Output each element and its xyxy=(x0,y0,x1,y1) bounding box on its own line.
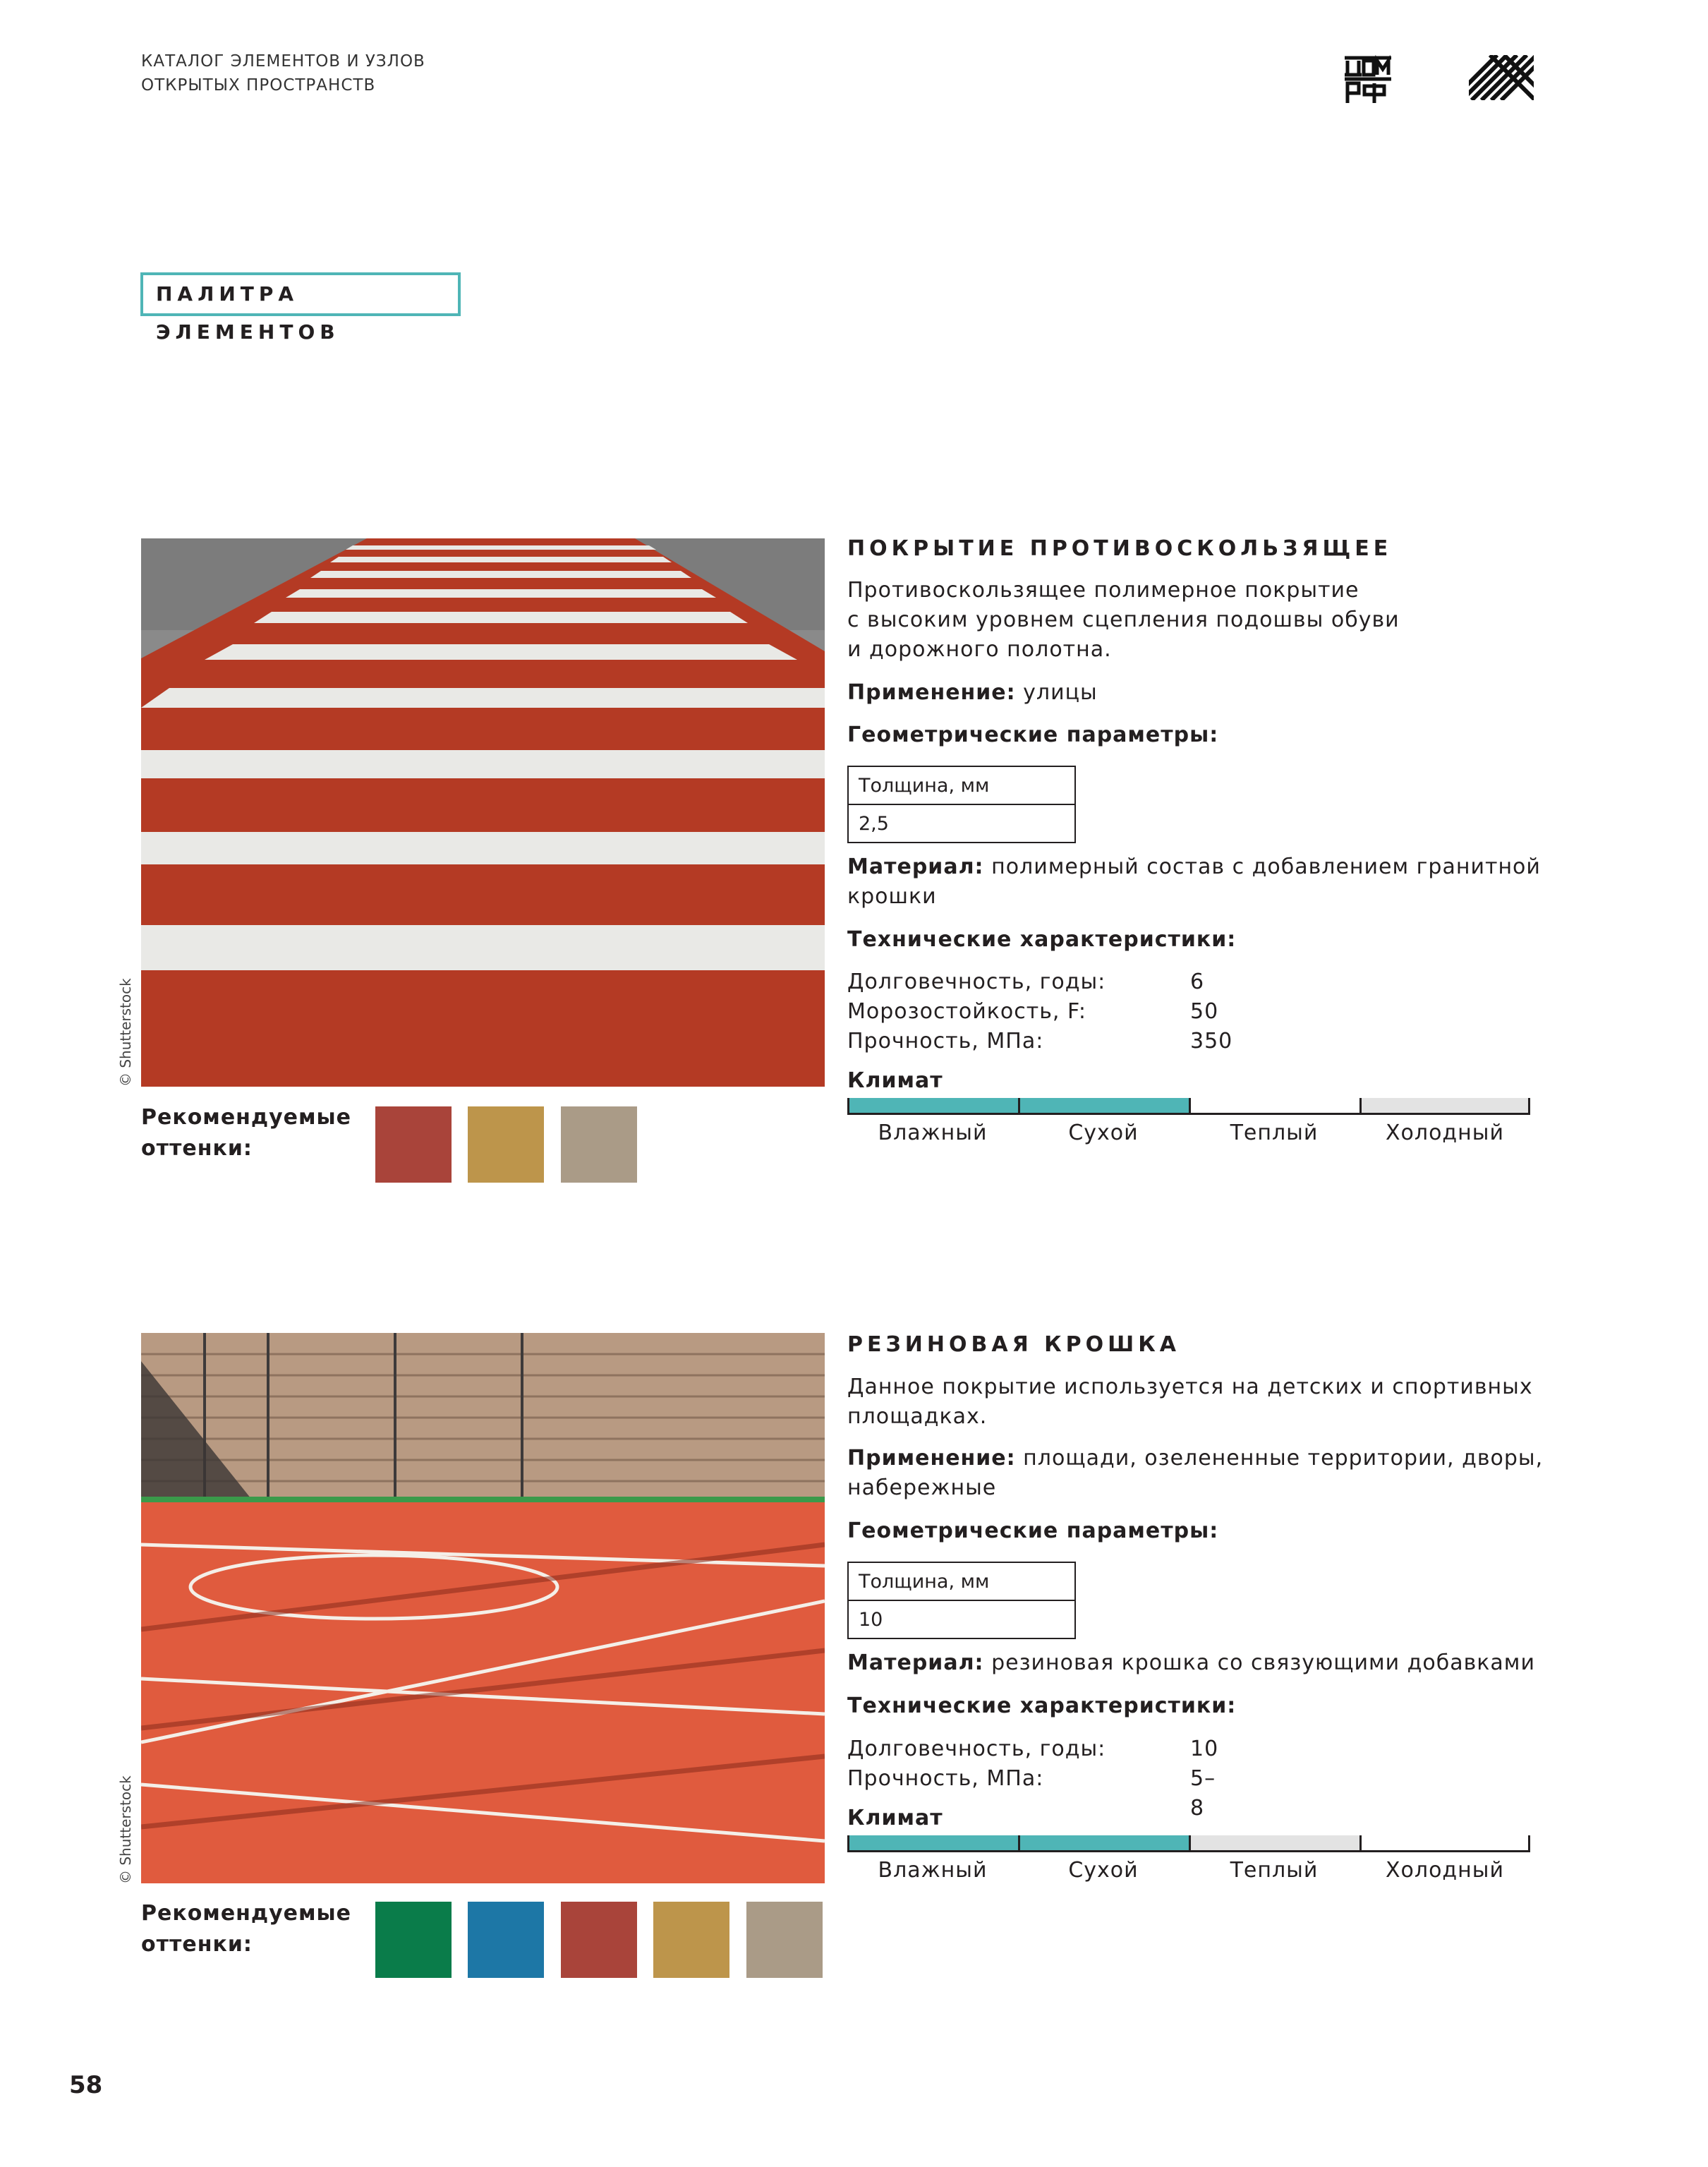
shade-swatch xyxy=(653,1902,729,1978)
tech-row xyxy=(847,997,1219,1027)
geometry-table xyxy=(847,766,1076,843)
catalog-header xyxy=(141,49,425,97)
tech-name: Долговечность, годы: xyxy=(847,970,1106,994)
description-line: Данное покрытие используется на детских и спортивных xyxy=(847,1375,1533,1399)
geometry-label: Геометрические параметры: xyxy=(847,723,1219,747)
section-tag: ПАЛИТРА ЭЛЕМЕНТОВ xyxy=(140,272,461,316)
tech-name: Долговечность, годы: xyxy=(847,1737,1106,1761)
usage-text xyxy=(847,1444,1543,1503)
shade-swatch xyxy=(561,1902,637,1978)
climate-segment-wet xyxy=(847,1098,1018,1115)
recommended-shades-label xyxy=(141,1102,351,1164)
usage-label: Применение: xyxy=(847,1446,1016,1471)
climate-segment-cold xyxy=(1359,1098,1530,1115)
tech-label: Технические характеристики: xyxy=(847,927,1237,952)
climate-label-dry: Сухой xyxy=(1068,1858,1139,1883)
climate-segment-warm xyxy=(1189,1098,1359,1115)
shade-swatch xyxy=(468,1106,544,1183)
tech-label: Технические характеристики: xyxy=(847,1694,1237,1718)
tech-value: 10 xyxy=(1190,1737,1219,1761)
tech-name: Прочность, МПа: xyxy=(847,1766,1044,1791)
material-value-line2: крошки xyxy=(847,884,937,909)
page-number: 58 xyxy=(69,2071,103,2099)
climate-scale xyxy=(847,1098,1530,1154)
shades-label-line: оттенки: xyxy=(141,1932,253,1957)
material-label: Материал: xyxy=(847,855,984,879)
tech-row xyxy=(847,967,1205,997)
climate-label-dry: Сухой xyxy=(1068,1121,1139,1145)
anti-slip-coating-photo xyxy=(141,538,825,1087)
usage-value: улицы xyxy=(1015,680,1098,705)
climate-label: Климат xyxy=(847,1806,943,1830)
climate-label-cold: Холодный xyxy=(1386,1121,1504,1145)
material-value: полимерный состав с добавлением гранитной xyxy=(983,855,1541,879)
hatch-pattern-logo xyxy=(1469,55,1534,100)
header-line-2: ОТКРЫТЫХ ПРОСТРАНСТВ xyxy=(141,76,376,95)
rubber-crumb-photo xyxy=(141,1333,825,1883)
material-value: резиновая крошка со связующими добавками xyxy=(983,1650,1535,1675)
photo-credit: © Shutterstock xyxy=(117,1775,134,1884)
geometry-table xyxy=(847,1562,1076,1639)
header-line-1: КАТАЛОГ ЭЛЕМЕНТОВ И УЗЛОВ xyxy=(141,52,425,71)
material-label: Материал: xyxy=(847,1650,984,1675)
description-line: и дорожного полотна. xyxy=(847,637,1112,662)
shade-swatch xyxy=(468,1902,544,1978)
param-value: 10 xyxy=(849,1600,1074,1636)
shades-label-line: оттенки: xyxy=(141,1136,253,1161)
tech-value: 6 xyxy=(1190,970,1205,994)
item-description xyxy=(847,576,1400,665)
usage-value-line2: набережные xyxy=(847,1475,997,1500)
item-description xyxy=(847,1372,1533,1432)
climate-scale xyxy=(847,1835,1530,1892)
shade-swatch xyxy=(746,1902,823,1978)
climate-segment-warm xyxy=(1189,1835,1359,1852)
param-value: 2,5 xyxy=(849,804,1074,840)
item-title: РЕЗИНОВАЯ КРОШКА xyxy=(847,1332,1180,1357)
geometry-label: Геометрические параметры: xyxy=(847,1519,1219,1543)
description-line: с высоким уровнем сцепления подошвы обуви xyxy=(847,608,1400,632)
climate-segment-wet xyxy=(847,1835,1018,1852)
climate-label: Климат xyxy=(847,1068,943,1093)
param-header: Толщина, мм xyxy=(859,775,990,797)
climate-label-wet: Влажный xyxy=(878,1858,988,1883)
climate-label-warm: Теплый xyxy=(1230,1858,1319,1883)
dom-rf-logo xyxy=(1342,54,1394,106)
tech-name: Прочность, МПа: xyxy=(847,1029,1044,1054)
climate-label-warm: Теплый xyxy=(1230,1121,1319,1145)
climate-segment-cold xyxy=(1359,1835,1530,1852)
tech-value: 50 xyxy=(1190,999,1219,1024)
tech-name: Морозостойкость, F: xyxy=(847,999,1086,1024)
shades-label-line: Рекомендуемые xyxy=(141,1105,352,1130)
usage-label: Применение: xyxy=(847,680,1016,705)
climate-segment-dry xyxy=(1018,1835,1189,1852)
climate-segment-dry xyxy=(1018,1098,1189,1115)
material-text xyxy=(847,852,1541,912)
tech-row xyxy=(847,1027,1233,1056)
usage-text xyxy=(847,678,1098,708)
tech-row xyxy=(847,1734,1219,1764)
tech-value: 5–8 xyxy=(1190,1766,1216,1821)
recommended-shades-label xyxy=(141,1898,351,1960)
shade-swatch xyxy=(561,1106,637,1183)
description-line: площадках. xyxy=(847,1404,988,1429)
tech-specs xyxy=(847,967,1233,1056)
description-line: Противоскользящее полимерное покрытие xyxy=(847,578,1359,603)
item-title: ПОКРЫТИЕ ПРОТИВОСКОЛЬЗЯЩЕЕ xyxy=(847,536,1393,561)
tech-value: 350 xyxy=(1190,1029,1233,1054)
climate-label-wet: Влажный xyxy=(878,1121,988,1145)
material-text xyxy=(847,1648,1535,1678)
param-header: Толщина, мм xyxy=(859,1571,990,1593)
usage-value: площади, озелененные территории, дворы, xyxy=(1015,1446,1544,1471)
shade-swatch xyxy=(375,1902,452,1978)
shade-swatch xyxy=(375,1106,452,1183)
climate-label-cold: Холодный xyxy=(1386,1858,1504,1883)
photo-credit: © Shutterstock xyxy=(117,978,134,1087)
shades-label-line: Рекомендуемые xyxy=(141,1901,352,1926)
